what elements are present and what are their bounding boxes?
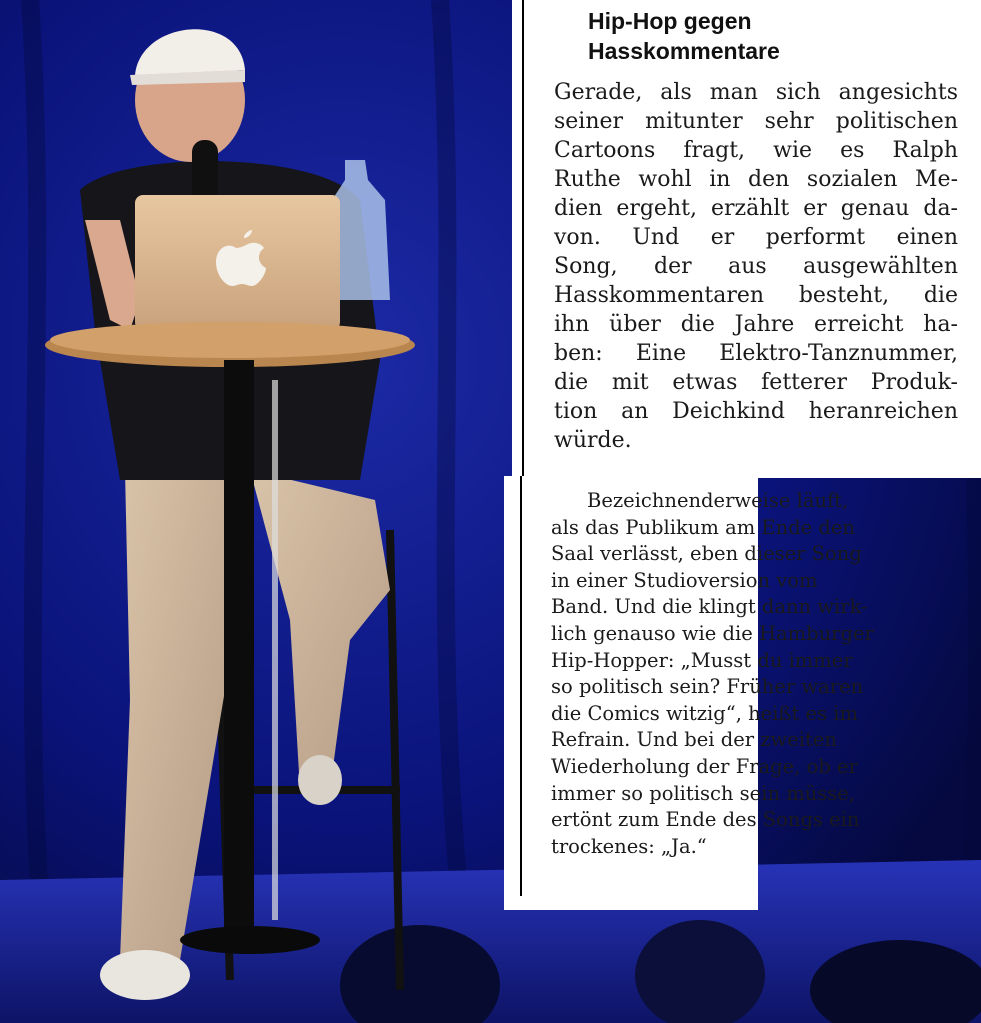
- text-line: Wiederholung der Frage, ob er: [551, 754, 858, 778]
- text-line: immer so politisch sein müsse,: [551, 781, 856, 805]
- article-headline: [588, 6, 968, 66]
- text-line: so politisch sein? Früher waren: [551, 675, 864, 699]
- column-divider: [522, 0, 524, 478]
- text-line: die mit etwas fetterer Produk-: [554, 370, 958, 395]
- text-line: in einer Studioversion vom: [551, 568, 818, 592]
- text-line: von. Und er performt einen: [554, 225, 958, 250]
- text-line: Refrain. Und bei der zweiten: [551, 728, 837, 752]
- text-line: tion an Deichkind heranreichen: [554, 399, 958, 424]
- text-line: ihn über die Jahre erreicht ha-: [554, 312, 958, 337]
- text-line: die Comics witzig“, heißt es im: [551, 701, 858, 725]
- text-line: ben: Eine Elektro-Tanznummer,: [554, 341, 958, 366]
- text-line: Gerade, als man sich angesichts: [554, 80, 958, 105]
- table-base: [180, 926, 320, 954]
- text-line: Song, der aus ausgewählten: [554, 254, 958, 279]
- article-paragraph-1: [554, 78, 958, 455]
- text-line: Saal verlässt, eben dieser Song: [551, 542, 862, 566]
- performer-shoe: [100, 950, 190, 1000]
- table-pole: [224, 360, 254, 940]
- article-paragraph-2: [551, 488, 874, 860]
- text-line: Ruthe wohl in den sozialen Me-: [554, 167, 958, 192]
- column-divider: [520, 476, 522, 896]
- text-line: dien ergeht, erzählt er genau da-: [554, 196, 958, 221]
- text-line: Cartoons fragt, wie es Ralph: [554, 138, 958, 163]
- performer-shoe: [298, 755, 342, 805]
- article-column-bottom: [504, 476, 874, 910]
- text-line: Hasskommentaren besteht, die: [554, 283, 958, 308]
- text-line: trockenes: „Ja.“: [551, 834, 707, 858]
- text-line: ertönt zum Ende des Songs ein: [551, 808, 860, 832]
- headline-line: Hasskommentare: [588, 38, 780, 64]
- headline-line: Hip-Hop gegen: [588, 8, 752, 34]
- text-line: würde.: [554, 428, 632, 453]
- article-column-top: [512, 0, 981, 478]
- text-line: seiner mitunter sehr politischen: [554, 109, 958, 134]
- text-line: als das Publikum am Ende den: [551, 515, 855, 539]
- text-line: Band. Und die klingt dann wirk-: [551, 595, 868, 619]
- text-line: Bezeichnenderweise läuft,: [587, 489, 849, 512]
- text-line: lich genauso wie die Hamburger: [551, 621, 874, 645]
- text-line: Hip-Hopper: „Musst du immer: [551, 648, 853, 672]
